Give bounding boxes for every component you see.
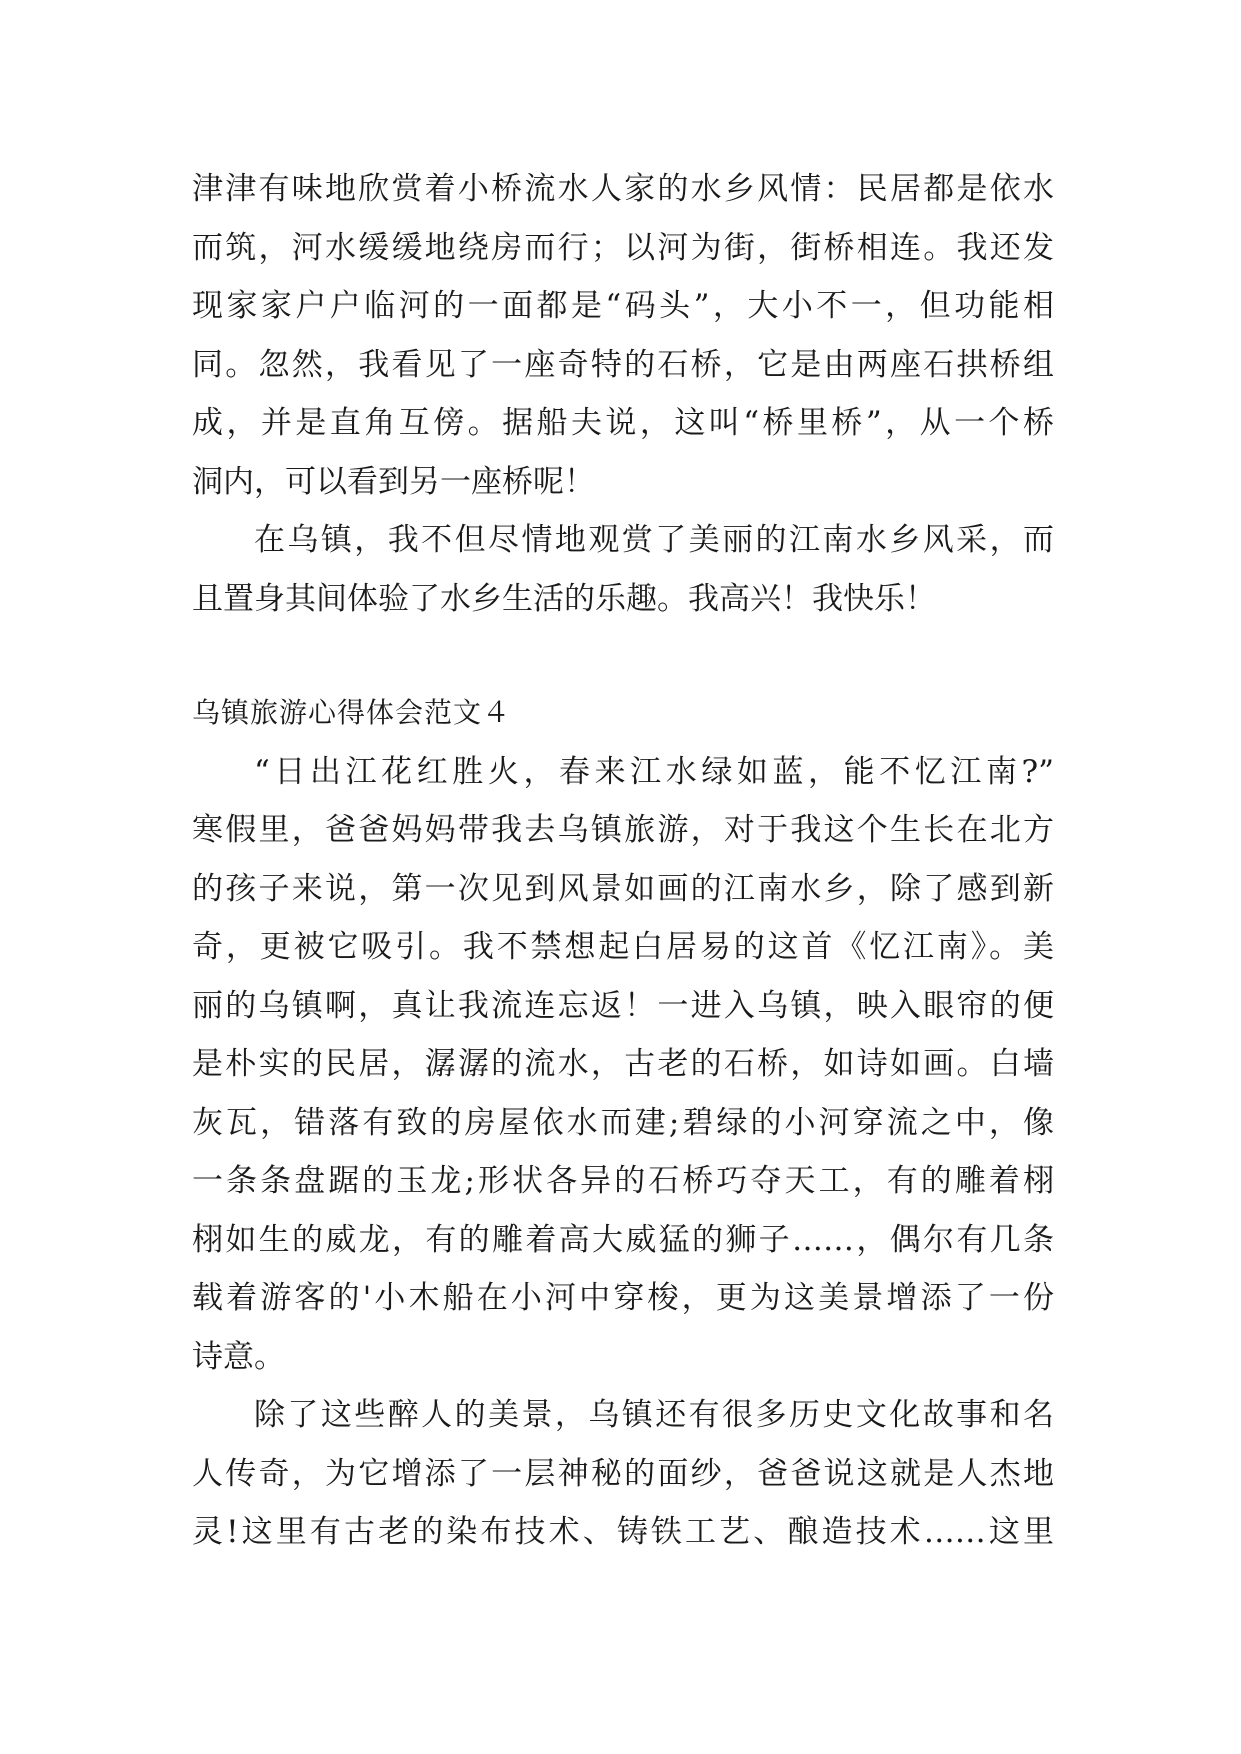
paragraph-line: 除了这些醉人的美景，乌镇还有很多历史文化故事和名 (254, 1397, 1054, 1433)
paragraph-3 (192, 743, 1054, 1387)
paragraph-line: 而筑，河水缓缓地绕房而行；以河为街，街桥相连。我还发 (192, 229, 1054, 266)
paragraph-line: 人传奇，为它增添了一层神秘的面纱，爸爸说这就是人杰地 (192, 1455, 1054, 1492)
paragraph-line: 奇，更被它吸引。我不禁想起白居易的这首《忆江南》。美 (192, 929, 1054, 965)
paragraph-2 (192, 511, 1054, 628)
paragraph-line: 同。忽然，我看见了一座奇特的石桥，它是由两座石拱桥组 (192, 346, 1054, 383)
paragraph-line: 寒假里，爸爸妈妈带我去乌镇旅游，对于我这个生长在北方 (192, 812, 1054, 848)
paragraph-line: 津津有味地欣赏着小桥流水人家的水乡风情：民居都是依水 (192, 171, 1054, 207)
paragraph-4 (192, 1386, 1054, 1562)
paragraph-line: 诗意。 (192, 1338, 285, 1375)
paragraph-line: 且置身其间体验了水乡生活的乐趣。我高兴！我快乐！ (192, 580, 936, 617)
paragraph-line: 是朴实的民居，潺潺的流水，古老的石桥，如诗如画。白墙 (192, 1046, 1054, 1082)
paragraph-line: 灰瓦，错落有致的房屋依水而建;碧绿的小河穿流之中，像 (192, 1104, 1054, 1141)
document-page (192, 160, 1054, 1562)
paragraph-line: “日出江花红胜火，春来江水绿如蓝，能不忆江南?” (254, 753, 1054, 790)
section-heading: 乌镇旅游心得体会范文４ (192, 696, 512, 729)
paragraph-line: 成，并是直角互傍。据船夫说，这叫“桥里桥”，从一个桥 (192, 405, 1054, 441)
paragraph-line: 洞内，可以看到另一座桥呢！ (192, 463, 595, 500)
paragraph-line: 载着游客的'小木船在小河中穿梭，更为这美景增添了一份 (192, 1280, 1054, 1316)
section-spacer (192, 628, 1054, 684)
paragraph-line: 的孩子来说，第一次见到风景如画的江南水乡，除了感到新 (192, 870, 1054, 907)
paragraph-1 (192, 160, 1054, 511)
paragraph-line: 栩如生的威龙，有的雕着高大威猛的狮子……，偶尔有几条 (192, 1221, 1054, 1258)
paragraph-line: 丽的乌镇啊，真让我流连忘返！一进入乌镇，映入眼帘的便 (192, 987, 1054, 1024)
paragraph-line: 一条条盘踞的玉龙;形状各异的石桥巧夺天工，有的雕着栩 (192, 1163, 1054, 1199)
paragraph-line: 现家家户户临河的一面都是“码头”，大小不一，但功能相 (192, 288, 1054, 324)
paragraph-line: 在乌镇，我不但尽情地观赏了美丽的江南水乡风采，而 (254, 522, 1054, 558)
paragraph-line: 灵!这里有古老的染布技术、铸铁工艺、酿造技术……这里 (192, 1514, 1054, 1550)
